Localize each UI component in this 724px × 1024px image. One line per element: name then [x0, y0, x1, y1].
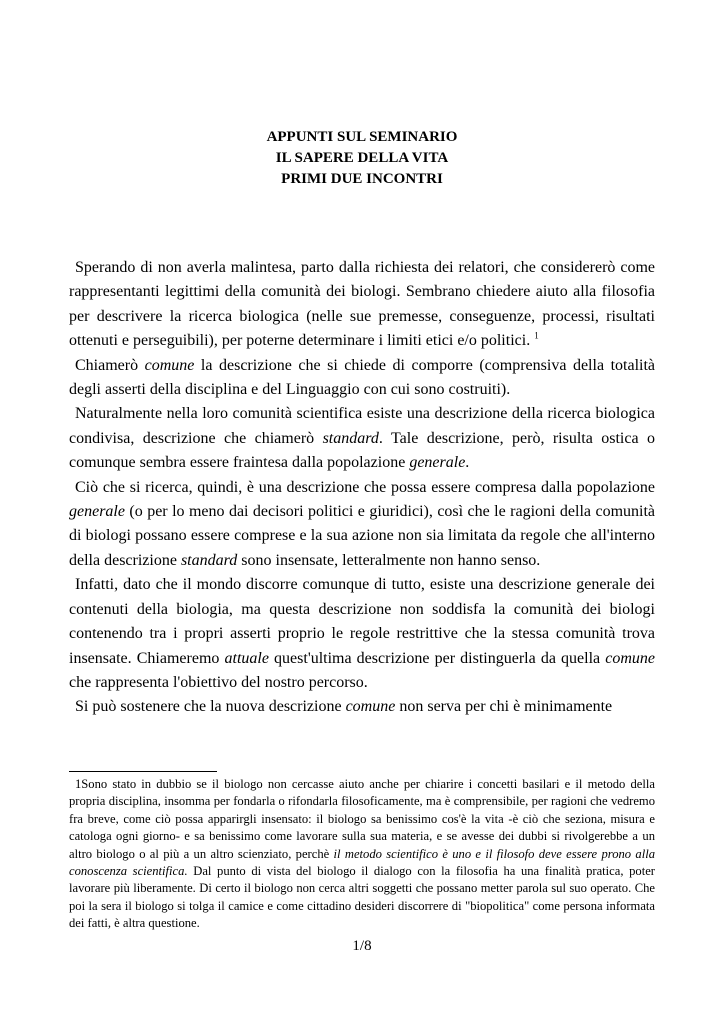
emphasis-term: standard [322, 429, 379, 447]
text-run: Naturalmente nella loro comunità scientifica esiste una descrizione della ricerca biologica condivisa, descrizione che chiamerò [69, 405, 655, 447]
emphasis-term: generale [69, 503, 125, 521]
document-title [0, 127, 724, 190]
body-text [69, 256, 655, 720]
paragraph-6 [69, 695, 655, 719]
text-run: Ciò che si ricerca, quindi, è una descrizione che possa essere compresa dalla popolazione [75, 478, 655, 496]
text-run: Dal punto di vista del biologo il dialogo con la filosofia ha una finalità pratica, poter lavorare più liberamente. Di certo il biologo non cerca altri soggetti che possano metter parola sul suo operato. Che poi la sera il biologo si tolga il camice e come cittadino desideri discorrere di "biopolitica" come persona informata dei fatti, è altra questione. [69, 864, 655, 931]
emphasis-term: attuale [224, 649, 269, 667]
text-run: Chiamerò [75, 356, 145, 374]
footnote-text [69, 776, 655, 933]
text-run: . Tale descrizione, però, risulta ostica o comunque sembra essere fraintesa dalla popolazione [69, 429, 656, 472]
emphasis-term: comune [345, 698, 396, 716]
text-run: sono insensate, letteralmente non hanno senso. [237, 551, 541, 569]
text-run: (o per lo meno dai decisori politici e giuridici), così che le ragioni della comunità di biologi possano essere comprese e la sua azione non sia limitata da regole che all'interno della descrizione [69, 503, 655, 569]
paragraph-4 [69, 476, 655, 574]
title-line-2: IL SAPERE DELLA VITA [275, 150, 449, 166]
emphasis-term: comune [144, 356, 195, 374]
footnote-divider [69, 771, 217, 772]
paragraph-5 [69, 573, 655, 695]
text-run: Infatti, dato che il mondo discorre comunque di tutto, esiste una descrizione generale dei contenuti della biologia, ma questa descrizione non soddisfa la comunità dei biologi contenendo tra i propri asserti proprio le regole restrittive che la stessa comunità trova insensate. Chiameremo [69, 576, 655, 667]
footnote-reference[interactable]: 1 [534, 330, 539, 341]
title-line-3: PRIMI DUE INCONTRI [281, 171, 443, 187]
page-number: 1/8 [352, 938, 372, 954]
emphasis-term: il metodo scientifico è uno e il filosofo deve essere prono alla conoscenza scientifica. [69, 846, 655, 879]
emphasis-term: standard [180, 551, 238, 569]
title-line-1: APPUNTI SUL SEMINARIO [266, 129, 458, 145]
text-run: la descrizione che si chiede di comporre (comprensiva della totalità degli asserti della disciplina e del Linguaggio con cui sono costruiti). [69, 356, 656, 399]
text-run: che rappresenta l'obiettivo del nostro percorso. [69, 673, 368, 691]
paragraph-1 [69, 256, 655, 354]
paragraph-3 [69, 402, 655, 475]
emphasis-term: comune [605, 649, 655, 667]
text-run: 1Sono stato in dubbio se il biologo non cercasse aiuto anche per chiarire i concetti basilari e il metodo della propria disciplina, insomma per fondarla o rifondarla filosoficamente, ma è comprensibile, per ragioni che vedremo fra breve, come ciò possa apparirgli insensato: il biologo sa benissimo cos'è la vita -è ciò che seziona, misura e catologa ogni giorno- e sa benissimo come lavorare sulla sua materia, e se avesse dei dubbi si rivolgerebbe a un altro biologo o al più a un altro scienziato, perchè [69, 777, 655, 861]
paragraph-2 [69, 354, 655, 403]
text-run: non serva per chi è minimamente [395, 698, 613, 716]
text-run: quest'ultima descrizione per distinguerla da quella [268, 649, 606, 667]
footnote [69, 776, 655, 933]
text-run: . [465, 454, 470, 472]
emphasis-term: generale [409, 454, 466, 472]
paragraph-1-text: Sperando di non averla malintesa, parto dalla richiesta dei relatori, che considererò come rappresentanti legittimi della comunità dei biologi. Sembrano chiedere aiuto alla filosofia per descrivere la ricerca biologica (nelle sue premesse, conseguenze, processi, risultati ottenuti e perseguibili), per poterne determinare i limiti etici e/o politici. [69, 259, 655, 350]
text-run: Si può sostenere che la nuova descrizione [75, 698, 346, 716]
